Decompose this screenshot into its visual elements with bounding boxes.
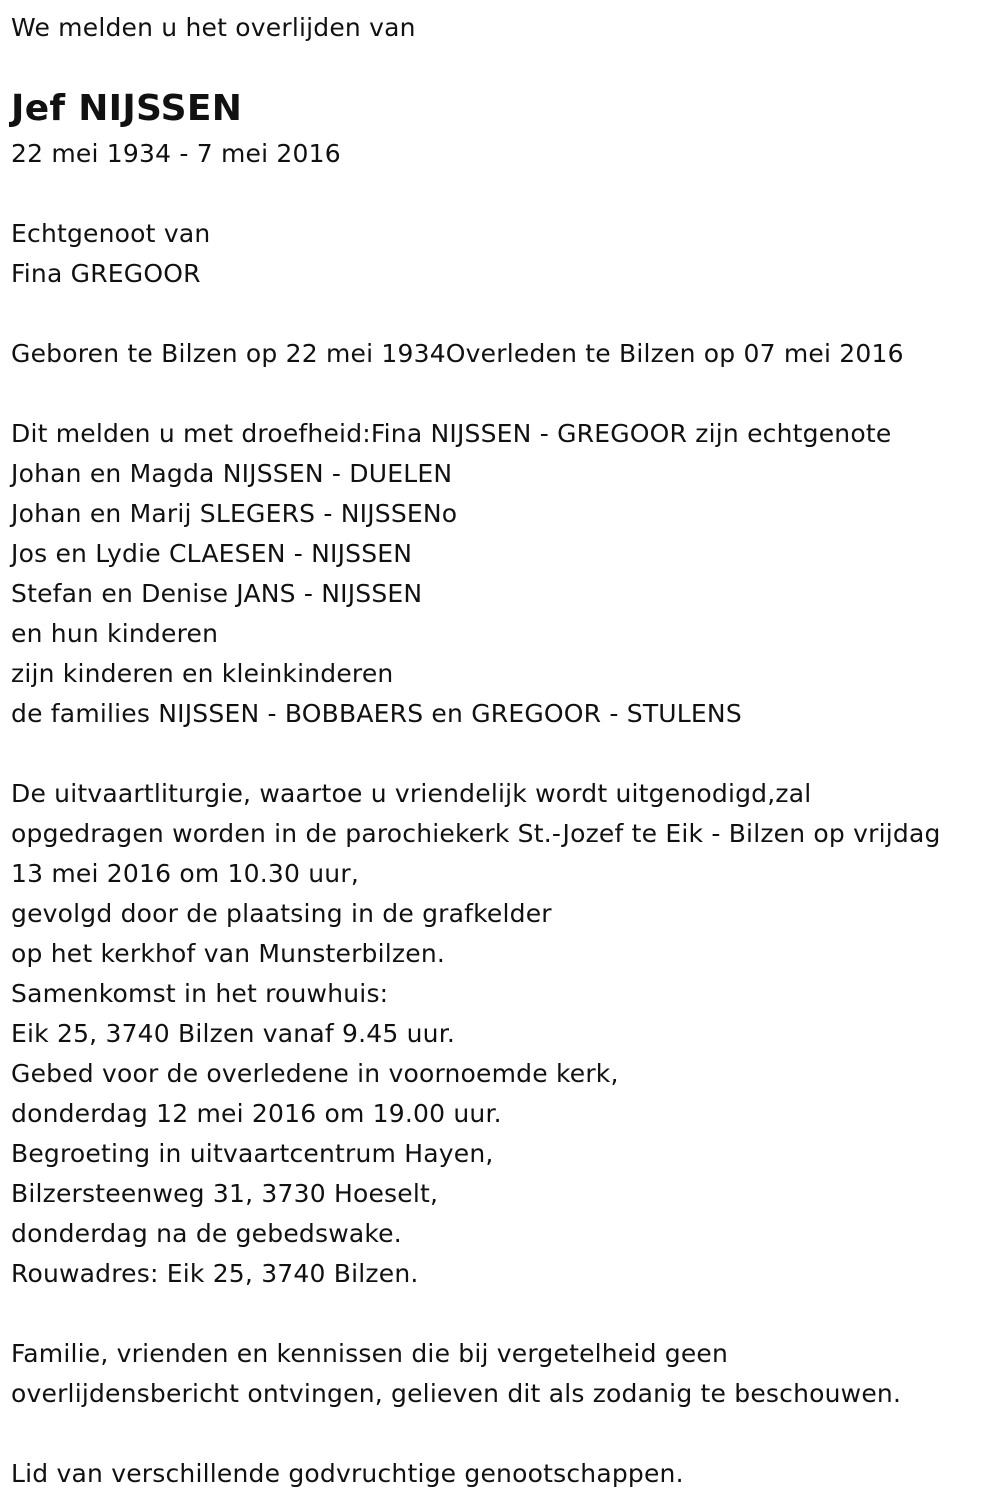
ceremony-line: donderdag 12 mei 2016 om 19.00 uur. bbox=[11, 1099, 502, 1128]
mourners-list bbox=[11, 414, 996, 734]
ceremony-line: gevolgd door de plaatsing in de grafkelder bbox=[11, 899, 552, 928]
spacer bbox=[11, 374, 996, 414]
spouse-block bbox=[11, 214, 996, 294]
notice-line: overlijdensbericht ontvingen, gelieven dit als zodanig te beschouwen. bbox=[11, 1379, 902, 1408]
spacer bbox=[11, 1414, 996, 1454]
notice-block bbox=[11, 1334, 996, 1414]
mourner-line: Johan en Magda NIJSSEN - DUELEN bbox=[11, 459, 453, 488]
ceremony-line: Bilzersteenweg 31, 3730 Hoeselt, bbox=[11, 1179, 439, 1208]
membership-text: Lid van verschillende godvruchtige genootschappen. bbox=[11, 1459, 684, 1488]
mourner-line: Jos en Lydie CLAESEN - NIJSSEN bbox=[11, 539, 413, 568]
ceremony-line: opgedragen worden in de parochiekerk St.-Jozef te Eik - Bilzen op vrijdag bbox=[11, 819, 941, 848]
deceased-name: Jef NIJSSEN bbox=[11, 88, 243, 129]
spacer bbox=[11, 1294, 996, 1334]
spouse-label: Echtgenoot van bbox=[11, 219, 211, 248]
ceremony-line: Rouwadres: Eik 25, 3740 Bilzen. bbox=[11, 1259, 419, 1288]
birth-death-text: Geboren te Bilzen op 22 mei 1934Overleden te Bilzen op 07 mei 2016 bbox=[11, 339, 904, 368]
mourner-line: en hun kinderen bbox=[11, 619, 219, 648]
ceremony-line: donderdag na de gebedswake. bbox=[11, 1219, 402, 1248]
mourner-line: Stefan en Denise JANS - NIJSSEN bbox=[11, 579, 423, 608]
mourner-line: de families NIJSSEN - BOBBAERS en GREGOOR - STULENS bbox=[11, 699, 742, 728]
ceremony-line: Gebed voor de overledene in voornoemde kerk, bbox=[11, 1059, 619, 1088]
obituary-document bbox=[11, 8, 996, 1494]
ceremony-line: De uitvaartliturgie, waartoe u vriendelijk wordt uitgenodigd,zal bbox=[11, 779, 812, 808]
notice-line: Familie, vrienden en kennissen die bij vergetelheid geen bbox=[11, 1339, 729, 1368]
mourner-line: Dit melden u met droefheid:Fina NIJSSEN - GREGOOR zijn echtgenote bbox=[11, 419, 892, 448]
intro-text: We melden u het overlijden van bbox=[11, 13, 416, 42]
ceremony-line: Begroeting in uitvaartcentrum Hayen, bbox=[11, 1139, 494, 1168]
mourner-line: Johan en Marij SLEGERS - NIJSSENo bbox=[11, 499, 458, 528]
spacer bbox=[11, 294, 996, 334]
ceremony-line: Samenkomst in het rouwhuis: bbox=[11, 979, 389, 1008]
ceremony-line: Eik 25, 3740 Bilzen vanaf 9.45 uur. bbox=[11, 1019, 456, 1048]
spacer bbox=[11, 734, 996, 774]
ceremony-line: 13 mei 2016 om 10.30 uur, bbox=[11, 859, 359, 888]
mourner-line: zijn kinderen en kleinkinderen bbox=[11, 659, 394, 688]
life-dates: 22 mei 1934 - 7 mei 2016 bbox=[11, 139, 341, 168]
spouse-name: Fina GREGOOR bbox=[11, 259, 201, 288]
ceremony-line: op het kerkhof van Munsterbilzen. bbox=[11, 939, 446, 968]
spacer bbox=[11, 174, 996, 214]
ceremony-details bbox=[11, 774, 996, 1294]
